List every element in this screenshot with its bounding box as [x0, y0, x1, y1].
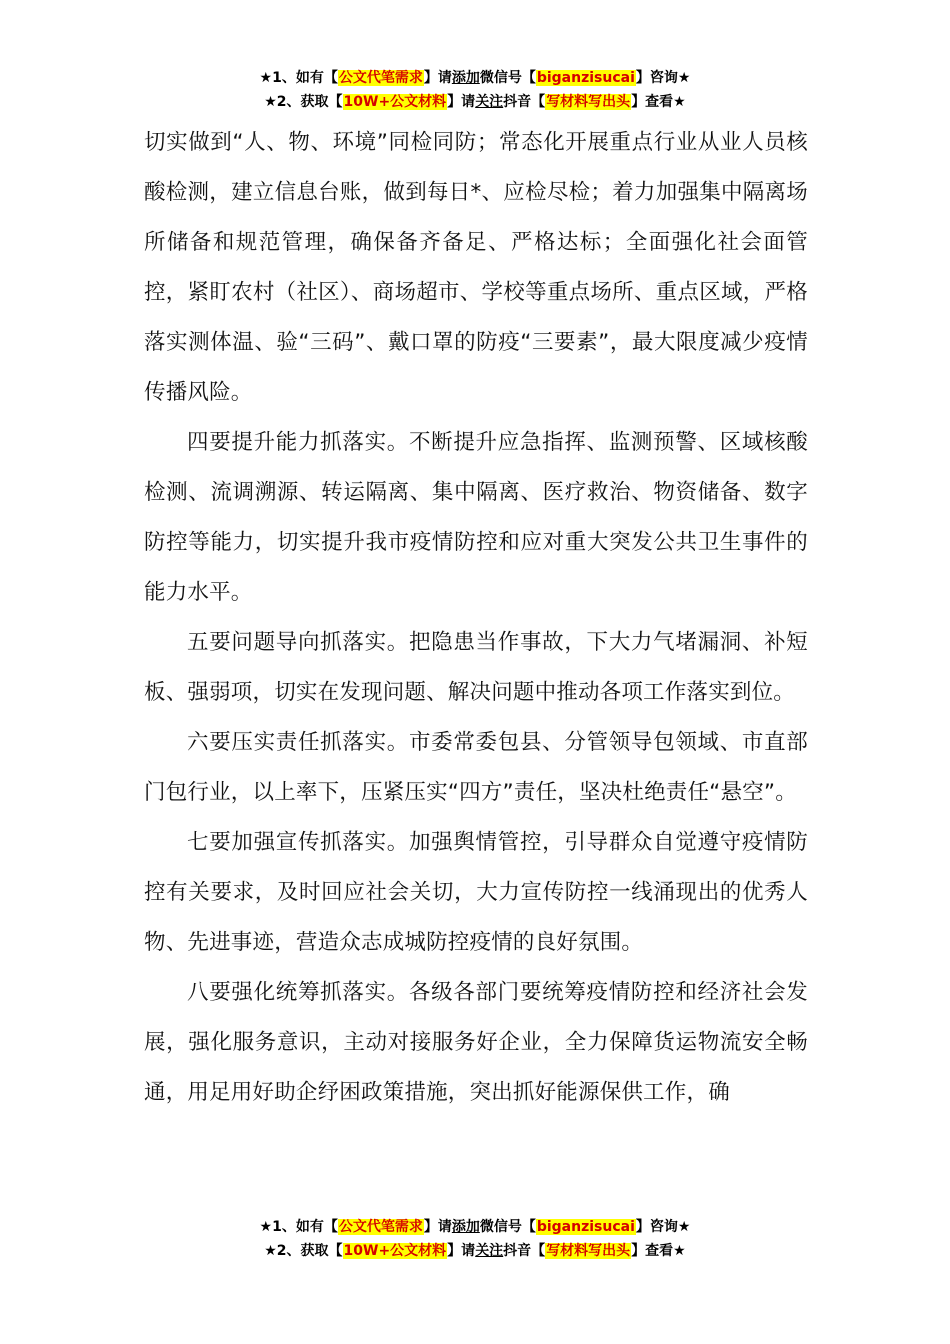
- highlight-service: 公文代笔需求: [338, 70, 423, 86]
- paragraph-point-6: 六要压实责任抓落实。市委常委包县、分管领导包领域、市直部门包行业，以上率下，压紧压实“四方”责任，坚决杜绝责任“悬空”。: [144, 730, 808, 805]
- footer-banner: [0, 1215, 950, 1263]
- highlight-douyin-account: 写材料写出头: [546, 94, 631, 110]
- footer-banner-line-1: ★1、如有【公文代笔需求】请添加微信号【biganzisucai】咨询★: [259, 1219, 691, 1235]
- footer-highlight-service: 公文代笔需求: [338, 1219, 423, 1235]
- paragraph-continued: 切实做到“人、物、环境”同检同防；常态化开展重点行业从业人员核酸检测，建立信息台账，做到每日*、应检尽检；着力加强集中隔离场所储备和规范管理，确保备齐备足、严格达标；全面强化社会面管控，紧盯农村（社区）、商场超市、学校等重点场所、重点区域，严格落实测体温、验“三码”、戴口罩的防疫“三要素”，最大限度减少疫情传播风险。: [144, 130, 808, 405]
- footer-highlight-wechat-id: biganzisucai: [536, 1219, 635, 1235]
- footer-highlight-douyin-account: 写材料写出头: [546, 1243, 631, 1259]
- highlight-wechat-id: biganzisucai: [536, 70, 635, 86]
- document-body: [144, 118, 808, 1118]
- paragraph-point-8: 八要强化统筹抓落实。各级各部门要统筹疫情防控和经济社会发展，强化服务意识，主动对接服务好企业，全力保障货运物流安全畅通，用足用好助企纾困政策措施，突出抓好能源保供工作，确: [144, 980, 808, 1105]
- header-banner: [0, 66, 950, 114]
- banner-line-2: ★2、获取【10W+公文材料】请关注抖音【写材料写出头】查看★: [264, 94, 686, 110]
- paragraph-point-4: 四要提升能力抓落实。不断提升应急指挥、监测预警、区域核酸检测、流调溯源、转运隔离、集中隔离、医疗救治、物资储备、数字防控等能力，切实提升我市疫情防控和应对重大突发公共卫生事件的能力水平。: [144, 430, 808, 605]
- footer-banner-line-2: ★2、获取【10W+公文材料】请关注抖音【写材料写出头】查看★: [264, 1243, 686, 1259]
- paragraph-point-7: 七要加强宣传抓落实。加强舆情管控，引导群众自觉遵守疫情防控有关要求，及时回应社会关切，大力宣传防控一线涌现出的优秀人物、先进事迹，营造众志成城防控疫情的良好氛围。: [144, 830, 808, 955]
- footer-highlight-materials: 10W+公文材料: [343, 1243, 447, 1259]
- highlight-materials: 10W+公文材料: [343, 94, 447, 110]
- paragraph-point-5: 五要问题导向抓落实。把隐患当作事故，下大力气堵漏洞、补短板、强弱项，切实在发现问题、解决问题中推动各项工作落实到位。: [144, 630, 808, 705]
- banner-line-1: ★1、如有【公文代笔需求】请添加微信号【biganzisucai】咨询★: [259, 70, 691, 86]
